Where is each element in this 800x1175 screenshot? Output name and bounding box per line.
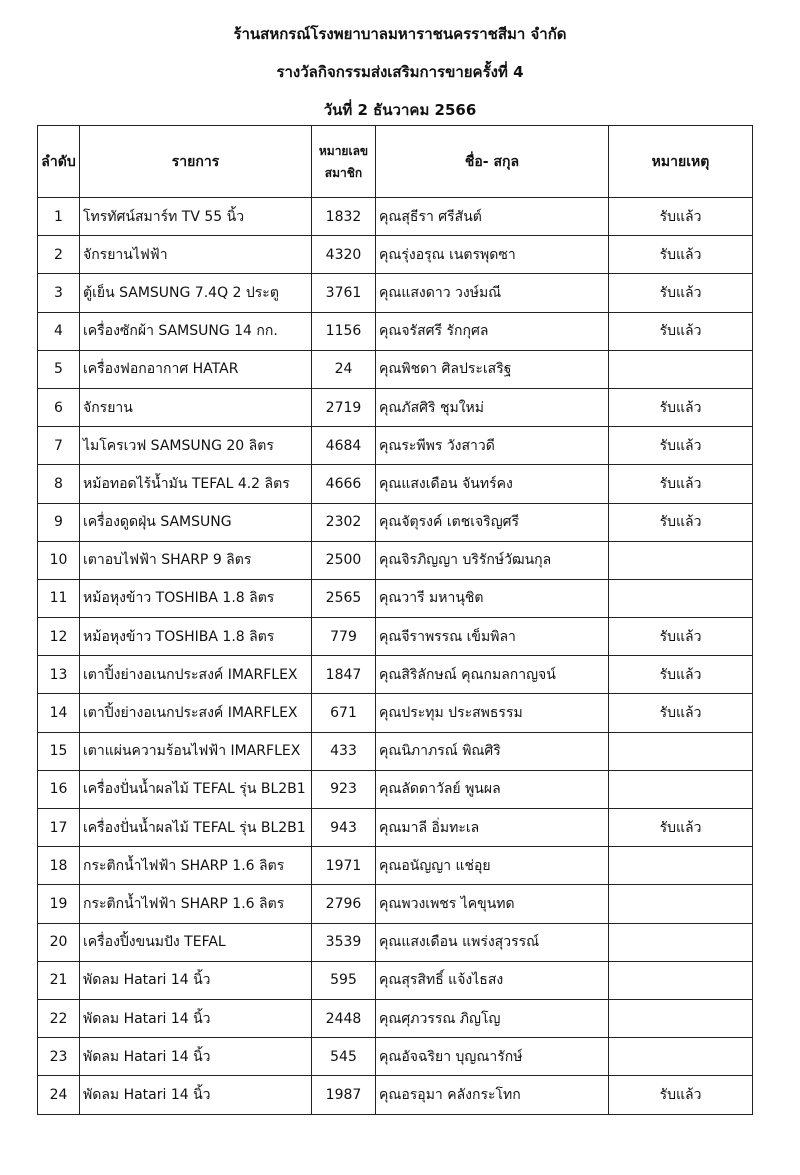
table-row	[38, 198, 753, 236]
cell-name: คุณลัดดาวัลย์ พูนผล	[376, 770, 609, 808]
cell-note	[609, 961, 753, 999]
cell-name: คุณจรัสศรี รักกุศล	[376, 312, 609, 350]
table-row	[38, 809, 753, 847]
table-row	[38, 694, 753, 732]
table-row	[38, 961, 753, 999]
cell-item: เตาปิ้งย่างอเนกประสงค์ IMARFLEX	[80, 694, 312, 732]
cell-name: คุณสุธีรา ศรีสันต์	[376, 198, 609, 236]
cell-no: 7	[38, 427, 80, 465]
cell-no: 9	[38, 503, 80, 541]
cell-name: คุณจัตุรงค์ เตชเจริญศรี	[376, 503, 609, 541]
cell-member-number: 943	[312, 809, 376, 847]
cell-note: รับแล้ว	[609, 198, 753, 236]
column-header-member	[312, 126, 376, 198]
cell-no: 20	[38, 923, 80, 961]
cell-member-number: 1156	[312, 312, 376, 350]
cell-member-number: 923	[312, 770, 376, 808]
cell-member-number: 545	[312, 1038, 376, 1076]
cell-note	[609, 1038, 753, 1076]
cell-name: คุณวารี มหานุชิต	[376, 579, 609, 617]
cell-note: รับแล้ว	[609, 809, 753, 847]
table-row	[38, 465, 753, 503]
cell-no: 17	[38, 809, 80, 847]
cell-no: 14	[38, 694, 80, 732]
cell-member-number: 2302	[312, 503, 376, 541]
cell-item: เครื่องซักผ้า SAMSUNG 14 กก.	[80, 312, 312, 350]
table-body	[38, 198, 753, 1115]
document-subtitle: รางวัลกิจกรรมส่งเสริมการขายครั้งที่ 4	[276, 63, 524, 81]
cell-item: เตาแผ่นความร้อนไฟฟ้า IMARFLEX	[80, 732, 312, 770]
cell-item: เครื่องฟอกอากาศ HATAR	[80, 350, 312, 388]
cell-item: หม้อทอดไร้น้ำมัน TEFAL 4.2 ลิตร	[80, 465, 312, 503]
cell-no: 11	[38, 579, 80, 617]
cell-no: 4	[38, 312, 80, 350]
table-row	[38, 312, 753, 350]
column-header-member-line2: สมาชิก	[324, 165, 363, 180]
cell-item: เครื่องดูดฝุ่น SAMSUNG	[80, 503, 312, 541]
cell-member-number: 2500	[312, 541, 376, 579]
cell-no: 15	[38, 732, 80, 770]
table-row	[38, 1076, 753, 1114]
cell-name: คุณสุรสิทธิ์ แจ้งไธสง	[376, 961, 609, 999]
cell-member-number: 2796	[312, 885, 376, 923]
cell-item: เครื่องปิ้งขนมปัง TEFAL	[80, 923, 312, 961]
cell-note	[609, 999, 753, 1037]
cell-member-number: 1847	[312, 656, 376, 694]
cell-no: 10	[38, 541, 80, 579]
cell-note	[609, 579, 753, 617]
table-row	[38, 923, 753, 961]
cell-item: หม้อหุงข้าว TOSHIBA 1.8 ลิตร	[80, 579, 312, 617]
cell-item: หม้อหุงข้าว TOSHIBA 1.8 ลิตร	[80, 618, 312, 656]
cell-note	[609, 770, 753, 808]
cell-name: คุณระพีพร วังสาวดี	[376, 427, 609, 465]
cell-note	[609, 923, 753, 961]
cell-name: คุณศุภวรรณ ภิญโญ	[376, 999, 609, 1037]
table-row	[38, 1038, 753, 1076]
cell-name: คุณประทุม ประสพธรรม	[376, 694, 609, 732]
cell-note: รับแล้ว	[609, 427, 753, 465]
cell-no: 13	[38, 656, 80, 694]
cell-note: รับแล้ว	[609, 236, 753, 274]
cell-item: เตาอบไฟฟ้า SHARP 9 ลิตร	[80, 541, 312, 579]
cell-no: 24	[38, 1076, 80, 1114]
cell-name: คุณจีราพรรณ เข็มพิลา	[376, 618, 609, 656]
cell-item: พัดลม Hatari 14 นิ้ว	[80, 1076, 312, 1114]
cell-note: รับแล้ว	[609, 388, 753, 426]
document-date: วันที่ 2 ธันวาคม 2566	[323, 101, 477, 119]
table-row	[38, 388, 753, 426]
cell-member-number: 1987	[312, 1076, 376, 1114]
table-row	[38, 427, 753, 465]
cell-item: เครื่องปั่นน้ำผลไม้ TEFAL รุ่น BL2B1	[80, 770, 312, 808]
cell-member-number: 4320	[312, 236, 376, 274]
table-row	[38, 579, 753, 617]
column-header-note: หมายเหตุ	[609, 126, 753, 198]
table-header-row	[38, 126, 753, 198]
cell-item: พัดลม Hatari 14 นิ้ว	[80, 999, 312, 1037]
cell-name: คุณจิรภิญญา บริรักษ์วัฒนกุล	[376, 541, 609, 579]
cell-item: กระติกน้ำไฟฟ้า SHARP 1.6 ลิตร	[80, 885, 312, 923]
table-row	[38, 656, 753, 694]
cell-member-number: 1971	[312, 847, 376, 885]
cell-name: คุณอรอุมา คลังกระโทก	[376, 1076, 609, 1114]
cell-item: จักรยาน	[80, 388, 312, 426]
cell-no: 8	[38, 465, 80, 503]
cell-member-number: 779	[312, 618, 376, 656]
cell-member-number: 2448	[312, 999, 376, 1037]
cell-member-number: 24	[312, 350, 376, 388]
table-row	[38, 770, 753, 808]
cell-no: 19	[38, 885, 80, 923]
cell-name: คุณสิริลักษณ์ คุณกมลกาญจน์	[376, 656, 609, 694]
column-header-no: ลำดับ	[38, 126, 80, 198]
cell-item: จักรยานไฟฟ้า	[80, 236, 312, 274]
cell-member-number: 4684	[312, 427, 376, 465]
column-header-item: รายการ	[80, 126, 312, 198]
cell-no: 5	[38, 350, 80, 388]
cell-member-number: 671	[312, 694, 376, 732]
cell-item: เครื่องปั่นน้ำผลไม้ TEFAL รุ่น BL2B1	[80, 809, 312, 847]
cell-name: คุณพวงเพชร ไคขุนทด	[376, 885, 609, 923]
cell-no: 2	[38, 236, 80, 274]
cell-no: 23	[38, 1038, 80, 1076]
cell-member-number: 4666	[312, 465, 376, 503]
cell-item: ไมโครเวฟ SAMSUNG 20 ลิตร	[80, 427, 312, 465]
cell-item: โทรทัศน์สมาร์ท TV 55 นิ้ว	[80, 198, 312, 236]
cell-name: คุณรุ่งอรุณ เนตรพุดซา	[376, 236, 609, 274]
cell-note: รับแล้ว	[609, 694, 753, 732]
cell-note: รับแล้ว	[609, 274, 753, 312]
table-row	[38, 618, 753, 656]
cell-member-number: 2565	[312, 579, 376, 617]
cell-name: คุณแสงเดือน จันทร์คง	[376, 465, 609, 503]
cell-name: คุณมาลี อิ่มทะเล	[376, 809, 609, 847]
column-header-member-line1: หมายเลข	[318, 143, 369, 158]
cell-note: รับแล้ว	[609, 656, 753, 694]
cell-note: รับแล้ว	[609, 312, 753, 350]
table-row	[38, 503, 753, 541]
cell-item: พัดลม Hatari 14 นิ้ว	[80, 961, 312, 999]
cell-item: ตู้เย็น SAMSUNG 7.4Q 2 ประตู	[80, 274, 312, 312]
table-row	[38, 885, 753, 923]
cell-member-number: 595	[312, 961, 376, 999]
cell-name: คุณแสงดาว วงษ์มณี	[376, 274, 609, 312]
column-header-name: ชื่อ- สกุล	[376, 126, 609, 198]
cell-no: 18	[38, 847, 80, 885]
cell-member-number: 3761	[312, 274, 376, 312]
table-row	[38, 847, 753, 885]
cell-note	[609, 847, 753, 885]
cell-name: คุณพิชดา ศิลประเสริฐ	[376, 350, 609, 388]
cell-name: คุณอัจฉริยา บุญณารักษ์	[376, 1038, 609, 1076]
cell-no: 1	[38, 198, 80, 236]
cell-no: 6	[38, 388, 80, 426]
cell-no: 16	[38, 770, 80, 808]
cell-no: 21	[38, 961, 80, 999]
cell-note: รับแล้ว	[609, 503, 753, 541]
cell-name: คุณนิภาภรณ์ พิณศิริ	[376, 732, 609, 770]
table-row	[38, 350, 753, 388]
cell-member-number: 1832	[312, 198, 376, 236]
cell-note: รับแล้ว	[609, 1076, 753, 1114]
cell-no: 3	[38, 274, 80, 312]
cell-name: คุณอนัญญา แช่อุย	[376, 847, 609, 885]
cell-note	[609, 732, 753, 770]
cell-no: 22	[38, 999, 80, 1037]
cell-note	[609, 350, 753, 388]
cell-item: พัดลม Hatari 14 นิ้ว	[80, 1038, 312, 1076]
cell-item: เตาปิ้งย่างอเนกประสงค์ IMARFLEX	[80, 656, 312, 694]
cell-note: รับแล้ว	[609, 618, 753, 656]
table-row	[38, 732, 753, 770]
cell-member-number: 433	[312, 732, 376, 770]
document-title: ร้านสหกรณ์โรงพยาบาลมหาราชนครราชสีมา จำกัด	[233, 25, 567, 43]
cell-note: รับแล้ว	[609, 465, 753, 503]
cell-note	[609, 541, 753, 579]
table-row	[38, 236, 753, 274]
table-row	[38, 541, 753, 579]
cell-member-number: 3539	[312, 923, 376, 961]
prize-winners-table	[37, 125, 753, 1115]
cell-name: คุณภัสศิริ ชุมใหม่	[376, 388, 609, 426]
cell-name: คุณแสงเดือน แพร่งสุวรรณ์	[376, 923, 609, 961]
cell-no: 12	[38, 618, 80, 656]
table-row	[38, 274, 753, 312]
cell-note	[609, 885, 753, 923]
cell-member-number: 2719	[312, 388, 376, 426]
table-row	[38, 999, 753, 1037]
cell-item: กระติกน้ำไฟฟ้า SHARP 1.6 ลิตร	[80, 847, 312, 885]
